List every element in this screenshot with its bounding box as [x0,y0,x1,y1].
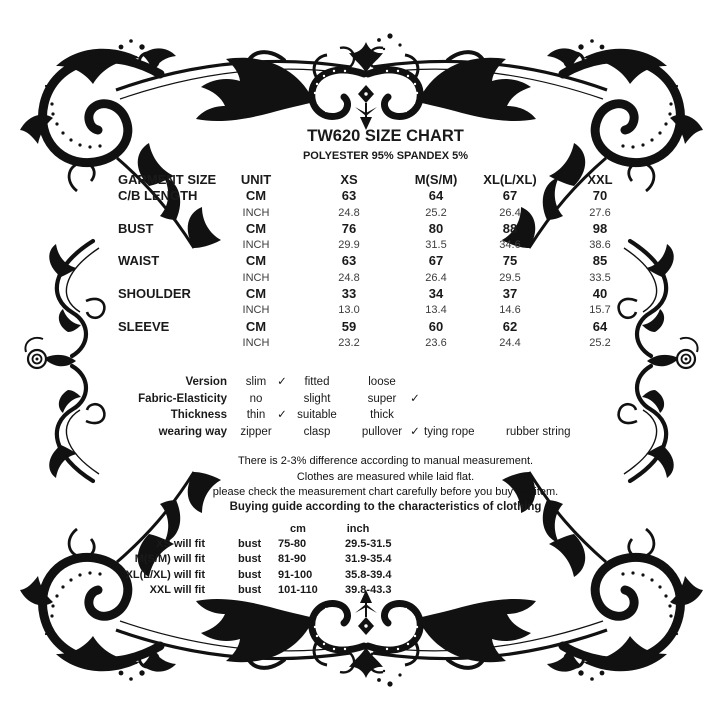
guide-measure: bust [238,538,262,551]
value-cell: 98 [592,220,608,236]
value-cell: 88 [502,220,518,236]
attr-option: tying rope [424,425,475,438]
value-cell: 29.5 [499,271,521,284]
attribute-row-elasticity [0,391,620,408]
value-cell: 24.8 [338,206,360,219]
row-label: BUST [118,220,154,236]
value-cell: 85 [592,253,608,269]
value-cell: 33 [341,286,357,302]
attr-label: wearing way [158,425,227,438]
guide-inch-range: 35.8-39.4 [345,568,392,581]
unit-cell: CM [245,318,267,334]
checkmark-icon: ✓ [410,392,420,405]
fabric-composition: POLYESTER 95% SPANDEX 5% [302,150,469,162]
unit-cell: INCH [242,271,270,284]
attr-option: thin [246,409,266,422]
attr-option: suitable [297,409,337,422]
guide-measure: bust [238,553,262,566]
value-cell: 34.6 [499,239,521,252]
attr-label: Fabric-Elasticity [138,392,227,405]
buying-guide-title: Buying guide according to the characteristics of clothing [229,501,542,513]
attr-option: loose [368,376,396,388]
value-cell: 67 [428,253,444,269]
empty-cell [118,205,218,221]
attr-option: zipper [240,425,272,438]
empty-cell [118,302,218,318]
value-cell: 24.8 [338,271,360,284]
guide-inch-range: 29.5-31.5 [345,538,392,551]
guide-size-label: M(S/M) will fit [134,553,205,566]
attr-option: slim [245,376,267,388]
note-line: Clothes are measured while laid flat. [296,470,475,483]
size-table-header: XL(L/XL) [483,172,537,187]
attr-option: thick [370,409,394,422]
attr-label: Version [185,376,227,388]
empty-cell [118,237,218,253]
guide-measure: bust [238,583,262,596]
guide-inch-range: 39.8-43.3 [345,583,392,596]
page-title: TW620 SIZE CHART [307,127,464,145]
value-cell: 63 [341,253,357,269]
note-line: please check the measurement chart carefully before you buy the item. [212,486,559,498]
value-cell: 37 [502,286,518,302]
value-cell: 13.0 [338,304,360,317]
unit-cell: CM [245,286,267,302]
value-cell: 33.5 [589,271,611,284]
checkmark-icon: ✓ [277,409,287,422]
attr-option: clasp [303,425,331,438]
value-cell: 59 [341,318,357,334]
attr-option: rubber string [506,425,571,438]
size-table-header: UNIT [240,172,272,187]
unit-cell: CM [245,188,267,204]
attr-option: no [249,392,263,405]
value-cell: 26.4 [425,271,447,284]
value-cell: 31.5 [425,239,447,252]
value-cell: 24.4 [499,336,521,349]
attribute-row-thickness [0,407,620,424]
checkmark-icon: ✓ [410,425,420,438]
unit-cell: INCH [242,304,270,317]
attr-option: fitted [304,376,330,388]
value-cell: 34 [428,286,444,302]
unit-cell: CM [245,253,267,269]
size-table-header: XS [340,172,358,187]
value-cell: 14.6 [499,304,521,317]
value-cell: 63 [341,188,357,204]
guide-cm-range: 101-110 [278,583,318,596]
value-cell: 76 [341,220,357,236]
unit-cell: CM [245,220,267,236]
guide-col-inch: inch [346,523,370,535]
value-cell: 70 [592,188,608,204]
row-label: SLEEVE [118,318,170,334]
value-cell: 80 [428,220,444,236]
guide-size-label: XL(L/XL) will fit [125,568,205,581]
guide-cm-range: 75-80 [278,538,307,551]
size-table-header: M(S/M) [414,172,458,187]
size-table-header: XXL [587,172,613,187]
size-table-header: GARMENT SIZE [118,172,217,187]
value-cell: 13.4 [425,304,447,317]
value-cell: 38.6 [589,239,611,252]
attr-option: pullover [361,425,403,438]
value-cell: 60 [428,318,444,334]
value-cell: 67 [502,188,518,204]
value-cell: 27.6 [589,206,611,219]
guide-cm-range: 81-90 [278,553,307,566]
attribute-row-version [0,374,620,391]
empty-cell [118,335,218,351]
guide-size-label: XXL will fit [149,583,205,596]
attr-label: Thickness [170,409,227,422]
value-cell: 23.2 [338,336,360,349]
row-label: WAIST [118,253,160,269]
attribute-row-wearing-way [0,424,620,441]
value-cell: 75 [502,253,518,269]
note-line: There is 2-3% difference according to manual measurement. [237,455,534,467]
garment-attributes [0,374,620,440]
value-cell: 64 [428,188,444,204]
value-cell: 64 [592,318,608,334]
value-cell: 25.2 [425,206,447,219]
value-cell: 26.4 [499,206,521,219]
measurement-notes [48,454,723,501]
checkmark-icon: ✓ [277,376,287,388]
unit-cell: INCH [242,239,270,252]
guide-cm-range: 91-100 [278,568,313,581]
value-cell: 62 [502,318,518,334]
empty-cell [118,270,218,286]
guide-size-label: XS will fit [156,538,205,551]
value-cell: 29.9 [338,239,360,252]
guide-col-cm: cm [290,523,306,535]
unit-cell: INCH [242,336,270,349]
value-cell: 15.7 [589,304,611,317]
row-label: C/B LENGTH [118,188,198,204]
attr-option: slight [303,392,331,405]
unit-cell: INCH [242,206,270,219]
guide-inch-range: 31.9-35.4 [345,553,392,566]
value-cell: 40 [592,286,608,302]
value-cell: 25.2 [589,336,611,349]
size-table [118,172,648,351]
row-label: SHOULDER [118,286,191,302]
value-cell: 23.6 [425,336,447,349]
attr-option: super [367,392,397,405]
guide-measure: bust [238,568,262,581]
